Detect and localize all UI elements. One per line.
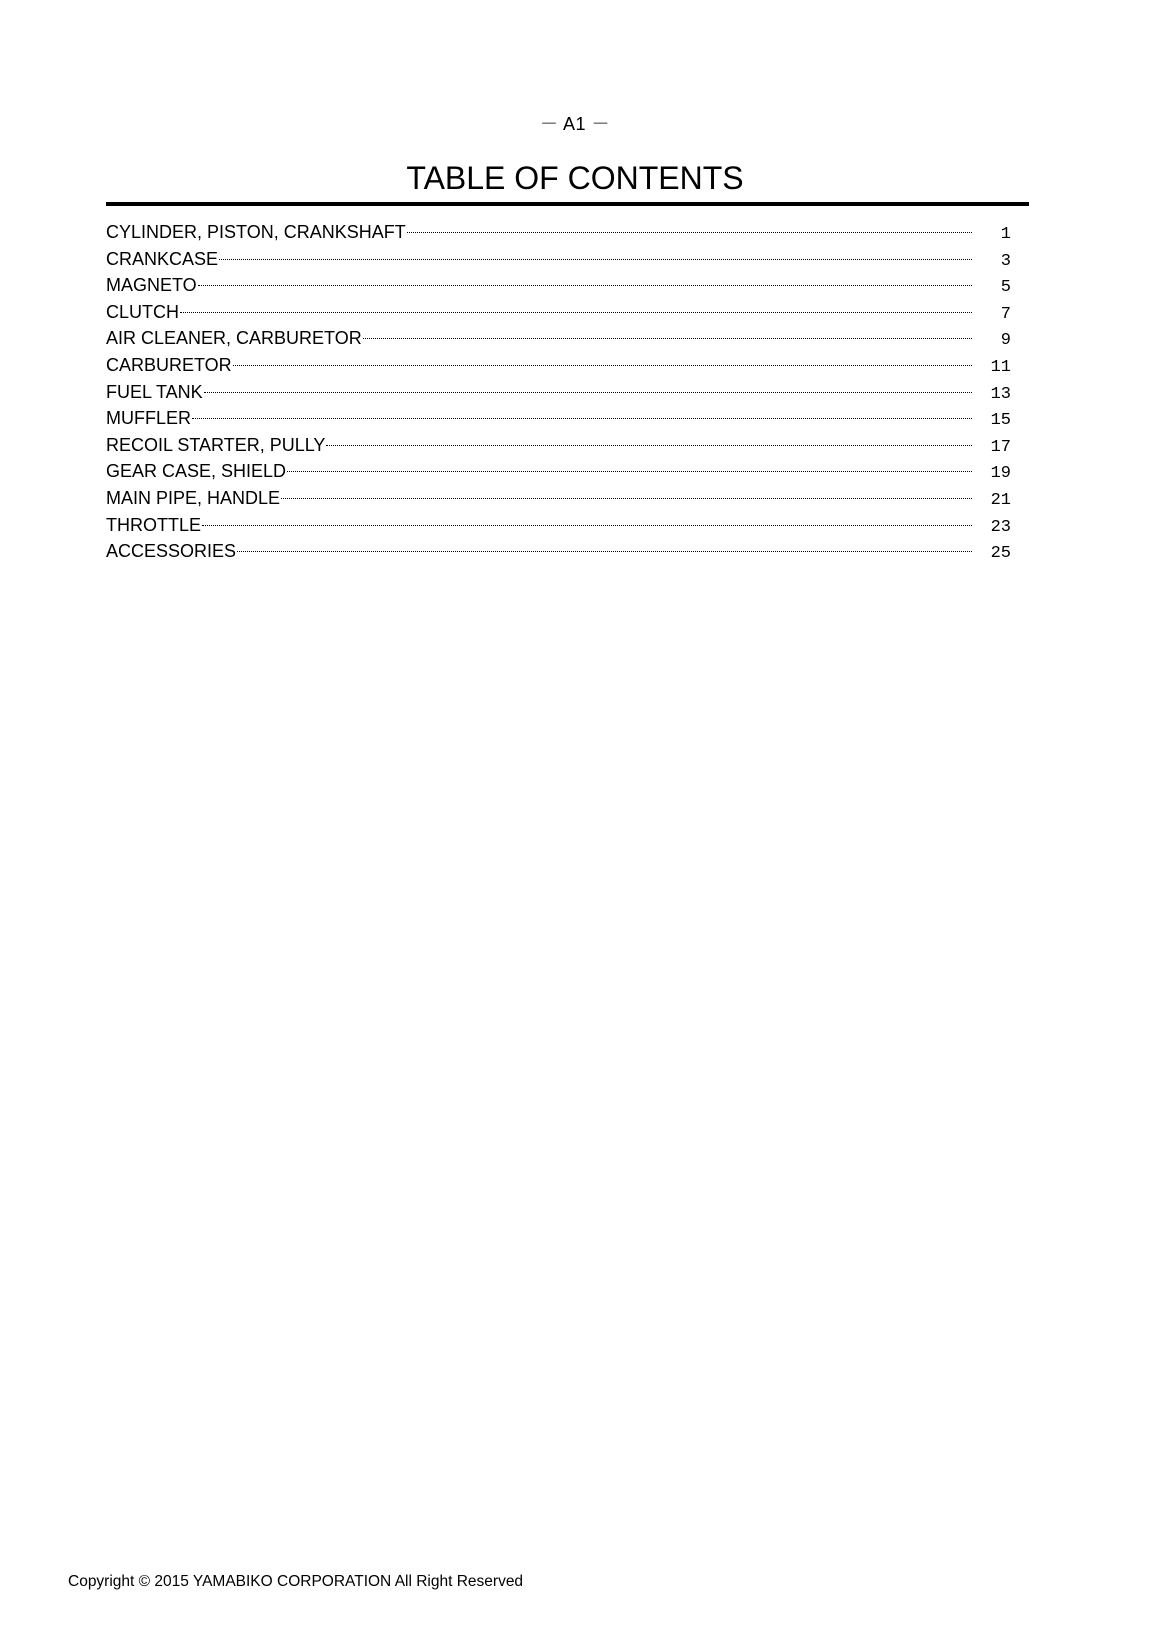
toc-entry-fuel-tank[interactable] (106, 379, 1011, 406)
toc-dot-leader (233, 365, 972, 366)
toc-entry-carburetor[interactable] (106, 352, 1011, 379)
table-of-contents (106, 219, 1011, 565)
toc-dot-leader (281, 498, 972, 499)
toc-entry-page: 13 (990, 384, 1011, 404)
toc-dot-leader (237, 551, 972, 552)
toc-entry-accessories[interactable] (106, 538, 1011, 565)
toc-entry-page: 11 (990, 357, 1011, 377)
toc-entry-main-pipe-handle[interactable] (106, 485, 1011, 512)
toc-entry-page: 17 (990, 437, 1011, 457)
toc-entry-label: MAIN PIPE, HANDLE (106, 487, 281, 508)
toc-entry-cylinder-piston-crankshaft[interactable] (106, 219, 1011, 246)
toc-entry-label: CYLINDER, PISTON, CRANKSHAFT (106, 222, 406, 242)
toc-dot-leader (326, 445, 972, 446)
toc-entry-gear-case-shield[interactable] (106, 458, 1011, 485)
title-divider (106, 202, 1029, 206)
toc-entry-label: GEAR CASE, SHIELD (106, 461, 287, 482)
page-title: TABLE OF CONTENTS (406, 160, 744, 196)
toc-entry-label: THROTTLE (106, 514, 202, 535)
toc-dot-leader (363, 338, 972, 339)
toc-dot-leader (202, 525, 972, 526)
toc-entry-page: 15 (990, 411, 1011, 431)
toc-dot-leader (192, 418, 972, 419)
toc-entry-label: ACCESSORIES (106, 541, 237, 562)
toc-entry-label: AIR CLEANER, CARBURETOR (106, 328, 362, 349)
toc-entry-label: MUFFLER (106, 408, 191, 429)
toc-entry-page: 3 (1000, 251, 1011, 271)
toc-entry-air-cleaner-carburetor[interactable] (106, 325, 1011, 352)
toc-entry-page: 1 (1000, 225, 1011, 244)
toc-entry-crankcase[interactable] (106, 246, 1011, 273)
toc-entry-label: CLUTCH (106, 301, 180, 322)
toc-entry-page: 25 (990, 544, 1011, 564)
toc-entry-page: 5 (1000, 278, 1011, 298)
toc-dot-leader (407, 232, 972, 233)
toc-entry-page: 19 (990, 464, 1011, 484)
toc-entry-recoil-starter-pully[interactable] (106, 432, 1011, 459)
copyright-notice: Copyright © 2015 YAMABIKO CORPORATION All Right Reserved (68, 1573, 524, 1590)
toc-entry-page: 23 (990, 517, 1011, 537)
toc-entry-page: 9 (1000, 331, 1011, 351)
toc-entry-label: RECOIL STARTER, PULLY (106, 434, 326, 455)
toc-dot-leader (287, 471, 972, 472)
toc-entry-label: CARBURETOR (106, 354, 232, 375)
toc-entry-clutch[interactable] (106, 299, 1011, 326)
toc-dot-leader (219, 259, 972, 260)
toc-dot-leader (198, 285, 972, 286)
toc-entry-magneto[interactable] (106, 272, 1011, 299)
toc-dot-leader (204, 392, 972, 393)
toc-entry-page: 7 (1000, 304, 1011, 324)
toc-entry-label: CRANKCASE (106, 248, 219, 269)
toc-entry-label: MAGNETO (106, 275, 197, 296)
toc-dot-leader (180, 312, 972, 313)
toc-entry-label: FUEL TANK (106, 381, 203, 402)
toc-entry-page: 21 (990, 490, 1011, 510)
toc-entry-throttle[interactable] (106, 512, 1011, 539)
page-number: － A1 － (539, 114, 611, 134)
toc-entry-muffler[interactable] (106, 405, 1011, 432)
